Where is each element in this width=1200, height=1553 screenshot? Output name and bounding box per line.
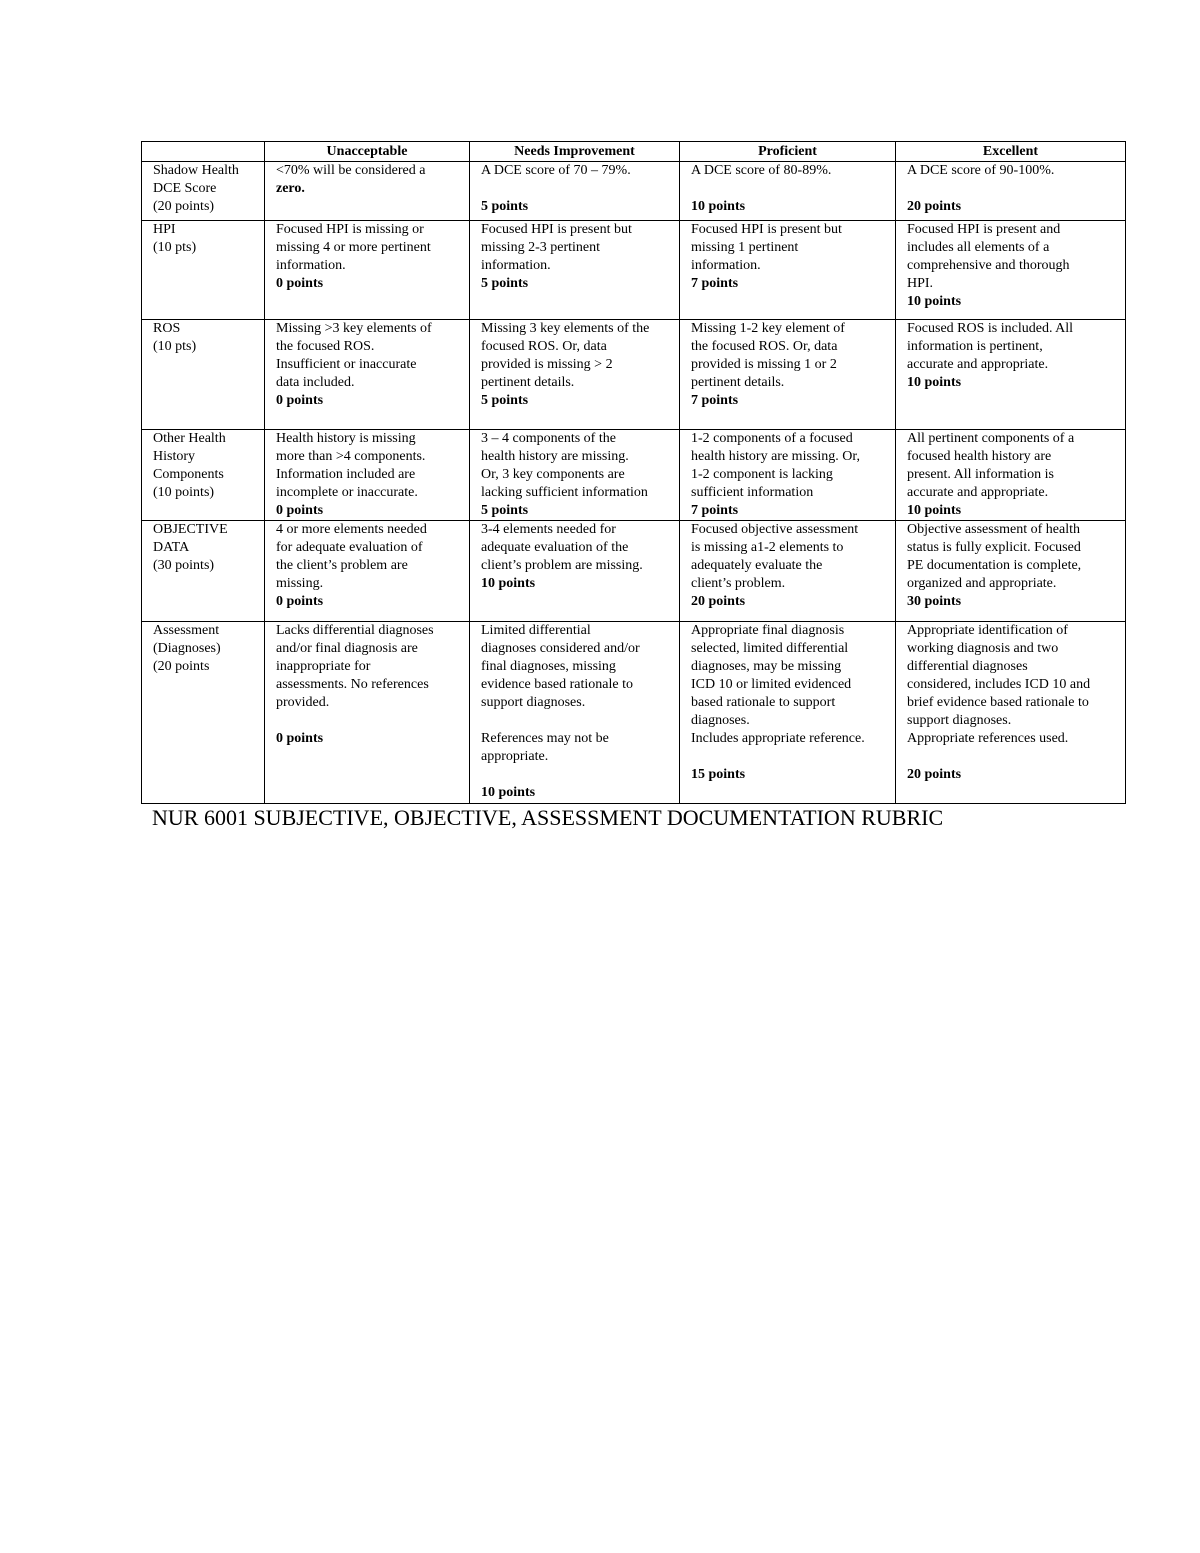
cell-excellent	[896, 162, 1126, 221]
cell-text-line: incomplete or inaccurate.	[276, 485, 418, 500]
cell-text-line: Objective assessment of health	[907, 522, 1081, 537]
cell-text-line: health history are missing.	[481, 449, 629, 464]
cell-excellent	[896, 430, 1126, 521]
cell-proficient	[680, 521, 896, 622]
cell-text-line: appropriate.	[481, 749, 549, 764]
cell-text-line: Information included are	[276, 467, 416, 482]
cell-text-line: Health history is missing	[276, 431, 416, 446]
rubric-row	[142, 162, 1126, 221]
cell-text-line: the focused ROS. Or, data	[691, 339, 838, 354]
cell-text-line: health history are missing. Or,	[691, 449, 860, 464]
rubric-row	[142, 521, 1126, 622]
rubric-row	[142, 221, 1126, 320]
cell-text-line: Missing >3 key elements of	[276, 321, 432, 336]
cell-unacceptable	[265, 162, 470, 221]
points-label: 20 points	[907, 767, 962, 782]
rubric-body	[142, 162, 1126, 804]
cell-text-line: support diagnoses.	[907, 713, 1012, 728]
header-proficient: Proficient	[680, 142, 896, 162]
cell-text-line: A DCE score of 80-89%.	[691, 163, 832, 178]
cell-text-line: pertinent details.	[691, 375, 785, 390]
criterion-line: HPI	[153, 222, 176, 237]
cell-text-line: adequately evaluate the	[691, 558, 823, 573]
points-label: 10 points	[907, 375, 962, 390]
cell-excellent	[896, 221, 1126, 320]
cell-text-line: sufficient information	[691, 485, 814, 500]
cell-text-line: ICD 10 or limited evidenced	[691, 677, 852, 692]
cell-needs-improvement	[470, 430, 680, 521]
points-label: 7 points	[691, 503, 739, 518]
cell-text-line: data included.	[276, 375, 355, 390]
criterion-line: History	[153, 449, 195, 464]
cell-unacceptable	[265, 221, 470, 320]
criterion-line: (20 points)	[153, 199, 215, 214]
points-label: 0 points	[276, 594, 324, 609]
cell-text-line: provided is missing 1 or 2	[691, 357, 837, 372]
cell-text-line: information is pertinent,	[907, 339, 1043, 354]
criterion-cell	[142, 622, 265, 804]
cell-text-line: missing 2-3 pertinent	[481, 240, 600, 255]
cell-unacceptable	[265, 521, 470, 622]
cell-text-line: is missing a1-2 elements to	[691, 540, 844, 555]
criterion-line: (30 points)	[153, 558, 215, 573]
cell-text-line: References may not be	[481, 731, 609, 746]
cell-text-line: based rationale to support	[691, 695, 836, 710]
spacer	[691, 748, 891, 766]
spacer	[907, 748, 1121, 766]
cell-text-line: Limited differential	[481, 623, 591, 638]
cell-text-line: considered, includes ICD 10 and	[907, 677, 1091, 692]
cell-text-line	[481, 712, 675, 730]
cell-needs-improvement	[470, 320, 680, 430]
cell-text-line: 1-2 component is lacking	[691, 467, 833, 482]
cell-text-line: information.	[276, 258, 346, 273]
cell-text-line: <70% will be considered a	[276, 163, 426, 178]
cell-unacceptable	[265, 430, 470, 521]
header-excellent: Excellent	[896, 142, 1126, 162]
points-label: 20 points	[691, 594, 746, 609]
points-label: zero.	[276, 181, 305, 196]
cell-text-line: accurate and appropriate.	[907, 357, 1049, 372]
cell-needs-improvement	[470, 622, 680, 804]
cell-text-line: includes all elements of a	[907, 240, 1050, 255]
cell-text-line: Lacks differential diagnoses	[276, 623, 434, 638]
cell-text-line: diagnoses.	[691, 713, 750, 728]
criterion-line: (20 points	[153, 659, 210, 674]
criterion-line: Other Health	[153, 431, 226, 446]
cell-text-line: HPI.	[907, 276, 934, 291]
points-label: 5 points	[481, 276, 529, 291]
cell-text-line: assessments. No references	[276, 677, 429, 692]
cell-text-line: Appropriate references used.	[907, 731, 1069, 746]
cell-proficient	[680, 221, 896, 320]
cell-text-line: information.	[691, 258, 761, 273]
points-label: 10 points	[907, 503, 962, 518]
criterion-line: ROS	[153, 321, 181, 336]
cell-text-line: brief evidence based rationale to	[907, 695, 1089, 710]
cell-text-line: Focused HPI is missing or	[276, 222, 424, 237]
cell-proficient	[680, 162, 896, 221]
cell-proficient	[680, 622, 896, 804]
cell-text-line: Focused HPI is present but	[481, 222, 632, 237]
cell-text-line: for adequate evaluation of	[276, 540, 423, 555]
cell-text-line: provided is missing > 2	[481, 357, 613, 372]
header-needs-improvement: Needs Improvement	[470, 142, 680, 162]
points-label: 0 points	[276, 503, 324, 518]
cell-text-line: accurate and appropriate.	[907, 485, 1049, 500]
points-label: 20 points	[907, 199, 962, 214]
rubric-container	[141, 141, 1125, 804]
cell-unacceptable	[265, 320, 470, 430]
cell-needs-improvement	[470, 162, 680, 221]
cell-text-line: focused ROS. Or, data	[481, 339, 607, 354]
cell-text-line: pertinent details.	[481, 375, 575, 390]
cell-text-line: Or, 3 key components are	[481, 467, 625, 482]
cell-needs-improvement	[470, 221, 680, 320]
cell-text-line: A DCE score of 90-100%.	[907, 163, 1055, 178]
cell-excellent	[896, 622, 1126, 804]
cell-text-line: focused health history are	[907, 449, 1052, 464]
criterion-cell	[142, 430, 265, 521]
criterion-line: (10 pts)	[153, 339, 197, 354]
cell-text-line: Missing 3 key elements of the	[481, 321, 650, 336]
points-label: 5 points	[481, 503, 529, 518]
cell-text-line: A DCE score of 70 – 79%.	[481, 163, 631, 178]
criterion-cell	[142, 521, 265, 622]
points-label: 10 points	[907, 294, 962, 309]
points-label: 10 points	[481, 576, 536, 591]
cell-proficient	[680, 320, 896, 430]
cell-text-line: evidence based rationale to	[481, 677, 633, 692]
points-label: 30 points	[907, 594, 962, 609]
points-label: 5 points	[481, 393, 529, 408]
spacer	[907, 180, 1121, 198]
cell-text-line: provided.	[276, 695, 330, 710]
cell-text-line: missing 1 pertinent	[691, 240, 799, 255]
criterion-line: Components	[153, 467, 224, 482]
points-label: 15 points	[691, 767, 746, 782]
cell-unacceptable	[265, 622, 470, 804]
cell-text-line: Focused ROS is included. All	[907, 321, 1074, 336]
points-label: 7 points	[691, 393, 739, 408]
cell-text-line: organized and appropriate.	[907, 576, 1057, 591]
cell-text-line: diagnoses, may be missing	[691, 659, 842, 674]
points-label: 10 points	[691, 199, 746, 214]
cell-text-line: missing.	[276, 576, 324, 591]
cell-text-line: Missing 1-2 key element of	[691, 321, 845, 336]
criterion-line: (Diagnoses)	[153, 641, 221, 656]
criterion-line: DATA	[153, 540, 190, 555]
cell-needs-improvement	[470, 521, 680, 622]
cell-text-line: All pertinent components of a	[907, 431, 1075, 446]
cell-text-line: support diagnoses.	[481, 695, 586, 710]
cell-text-line: more than >4 components.	[276, 449, 426, 464]
cell-text-line: differential diagnoses	[907, 659, 1028, 674]
points-label: 5 points	[481, 199, 529, 214]
cell-text-line: Focused objective assessment	[691, 522, 859, 537]
rubric-row	[142, 320, 1126, 430]
cell-text-line: working diagnosis and two	[907, 641, 1059, 656]
cell-text-line: information.	[481, 258, 551, 273]
cell-text-line: client’s problem are missing.	[481, 558, 643, 573]
points-label: 7 points	[691, 276, 739, 291]
criterion-line: (10 pts)	[153, 240, 197, 255]
cell-text-line: Appropriate final diagnosis	[691, 623, 845, 638]
rubric-row	[142, 430, 1126, 521]
cell-text-line: client’s problem.	[691, 576, 786, 591]
cell-proficient	[680, 430, 896, 521]
criterion-line: DCE Score	[153, 181, 217, 196]
criterion-line: (10 points)	[153, 485, 215, 500]
cell-text-line: diagnoses considered and/or	[481, 641, 640, 656]
cell-text-line: inappropriate for	[276, 659, 371, 674]
spacer	[481, 766, 675, 784]
cell-text-line: 1-2 components of a focused	[691, 431, 853, 446]
criterion-line: Assessment	[153, 623, 220, 638]
cell-text-line: Includes appropriate reference.	[691, 731, 865, 746]
cell-text-line: Insufficient or inaccurate	[276, 357, 417, 372]
cell-text-line: 3-4 elements needed for	[481, 522, 616, 537]
cell-text-line: present. All information is	[907, 467, 1054, 482]
criterion-line: Shadow Health	[153, 163, 239, 178]
cell-text-line: status is fully explicit. Focused	[907, 540, 1081, 555]
criterion-cell	[142, 320, 265, 430]
points-label: 0 points	[276, 393, 324, 408]
criterion-line: OBJECTIVE	[153, 522, 228, 537]
criterion-cell	[142, 221, 265, 320]
rubric-table	[141, 141, 1126, 804]
points-label: 0 points	[276, 731, 324, 746]
header-criterion	[142, 142, 265, 162]
cell-text-line: missing 4 or more pertinent	[276, 240, 431, 255]
spacer	[481, 180, 675, 198]
cell-text-line: comprehensive and thorough	[907, 258, 1070, 273]
cell-text-line: final diagnoses, missing	[481, 659, 616, 674]
cell-text-line: the focused ROS.	[276, 339, 375, 354]
rubric-row	[142, 622, 1126, 804]
points-label: 10 points	[481, 785, 536, 800]
points-label: 0 points	[276, 276, 324, 291]
header-unacceptable: Unacceptable	[265, 142, 470, 162]
cell-text-line: PE documentation is complete,	[907, 558, 1082, 573]
cell-text-line: 3 – 4 components of the	[481, 431, 616, 446]
cell-text-line: lacking sufficient information	[481, 485, 648, 500]
document-title: NUR 6001 SUBJECTIVE, OBJECTIVE, ASSESSMENT DOCUMENTATION RUBRIC	[152, 805, 944, 830]
cell-text-line: the client’s problem are	[276, 558, 408, 573]
cell-text-line: Focused HPI is present but	[691, 222, 842, 237]
cell-text-line: selected, limited differential	[691, 641, 849, 656]
cell-text-line: 4 or more elements needed	[276, 522, 427, 537]
criterion-cell	[142, 162, 265, 221]
spacer	[691, 180, 891, 198]
cell-text-line: adequate evaluation of the	[481, 540, 629, 555]
cell-excellent	[896, 320, 1126, 430]
header-row	[142, 142, 1126, 162]
cell-text-line: Appropriate identification of	[907, 623, 1068, 638]
cell-excellent	[896, 521, 1126, 622]
spacer	[276, 712, 465, 730]
cell-text-line: and/or final diagnosis are	[276, 641, 418, 656]
cell-text-line: Focused HPI is present and	[907, 222, 1061, 237]
